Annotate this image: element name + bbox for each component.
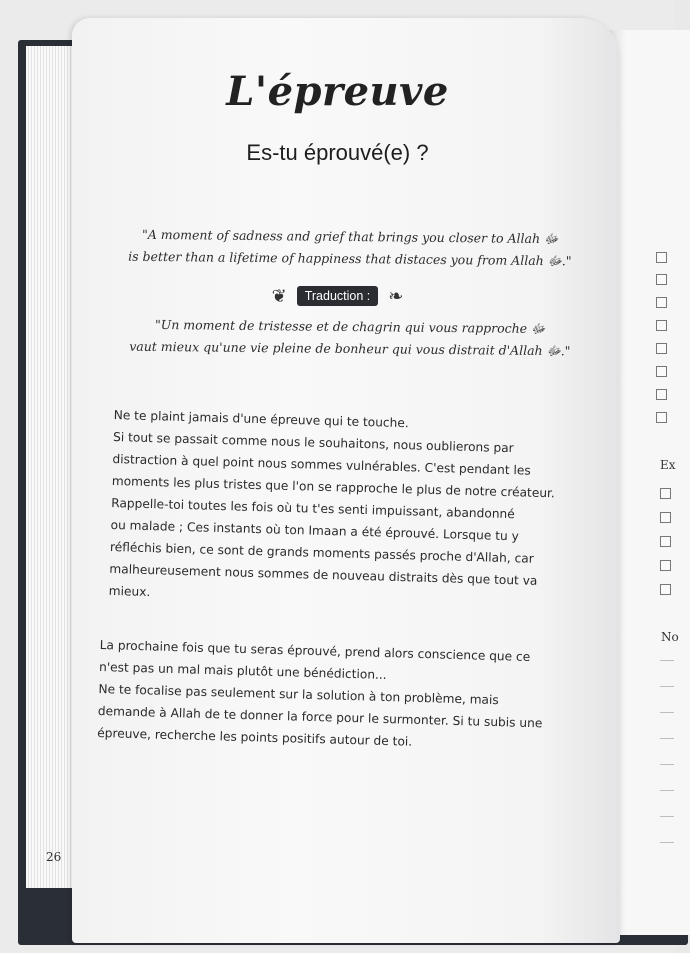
checkbox[interactable] <box>660 560 671 571</box>
text-line: ou malade ; Ces instants où ton Imaan a été éprouvé. Lorsque tu y <box>110 517 519 544</box>
quote-line: is better than a lifetime of happiness that distaces you from Allah ﷻ." <box>128 248 572 269</box>
text-line: La prochaine fois que tu seras éprouvé, prend alors conscience que ce <box>99 637 531 665</box>
right-page-notes-fragment: No <box>661 630 679 644</box>
checkbox[interactable] <box>656 274 667 285</box>
checkbox[interactable] <box>656 320 667 331</box>
note-line <box>660 764 674 765</box>
text-line: moments les plus tristes que l'on se rapproche le plus de notre créateur. <box>111 473 555 501</box>
text-line: n'est pas un mal mais plutôt une bénédiction... <box>98 659 387 683</box>
checkbox[interactable] <box>656 343 667 354</box>
text-line: distraction à quel point nous sommes vulnérables. C'est pendant les <box>112 451 531 478</box>
note-line <box>660 738 674 739</box>
note-line <box>660 816 674 817</box>
text-line: mieux. <box>108 583 151 600</box>
text-line: malheureusement nous sommes de nouveau distraits dès que tout va <box>109 561 538 588</box>
quote-line: "A moment of sadness and grief that brings you closer to Allah ﷻ <box>141 226 559 247</box>
text-line: Ne te focalise pas seulement sur la solution à ton problème, mais <box>98 681 499 708</box>
laurel-right-icon: ❧ <box>388 286 404 306</box>
page-subtitle: Es-tu éprouvé(e) ? <box>246 140 429 165</box>
english-quote <box>120 224 580 273</box>
translation-badge: Traduction : <box>297 286 379 306</box>
text-line: Si tout se passait comme nous le souhaitons, nous oublierons par <box>112 429 514 456</box>
note-line <box>660 712 674 713</box>
checkbox[interactable] <box>660 512 671 523</box>
text-line: Ne te plaint jamais d'une épreuve qui te touche. <box>113 407 409 431</box>
note-line <box>660 660 674 661</box>
text-line: réfléchis bien, ce sont de grands moments passés proche d'Allah, car <box>109 539 534 566</box>
laurel-left-icon: ❦ <box>271 286 287 306</box>
text-line: demande à Allah de te donner la force pour le surmonter. Si tu subis une <box>97 703 543 731</box>
note-line <box>660 790 674 791</box>
checkbox[interactable] <box>656 366 667 377</box>
note-line <box>660 686 674 687</box>
paragraph-1 <box>108 404 563 614</box>
text-line: épreuve, recherche les points positifs autour de toi. <box>97 725 413 749</box>
page-title: L'épreuve <box>226 68 449 115</box>
right-page-heading-fragment: Ex <box>660 458 676 472</box>
paragraph-2 <box>97 634 565 757</box>
translation-divider <box>0 286 675 306</box>
note-line <box>660 842 674 843</box>
page-number: 26 <box>46 850 62 864</box>
quote-line: "Un moment de tristesse et de chagrin qui vous rapproche ﷻ <box>154 316 546 337</box>
checkbox[interactable] <box>660 584 671 595</box>
french-quote <box>120 314 580 363</box>
quote-line: vaut mieux qu'une vie pleine de bonheur qui vous distrait d'Allah ﷻ." <box>129 338 571 359</box>
checkbox[interactable] <box>656 252 667 263</box>
checkbox[interactable] <box>660 536 671 547</box>
checkbox[interactable] <box>656 412 667 423</box>
text-line: Rappelle-toi toutes les fois où tu t'es senti impuissant, abandonné <box>111 495 515 522</box>
checkbox[interactable] <box>656 389 667 400</box>
checkbox[interactable] <box>660 488 671 499</box>
